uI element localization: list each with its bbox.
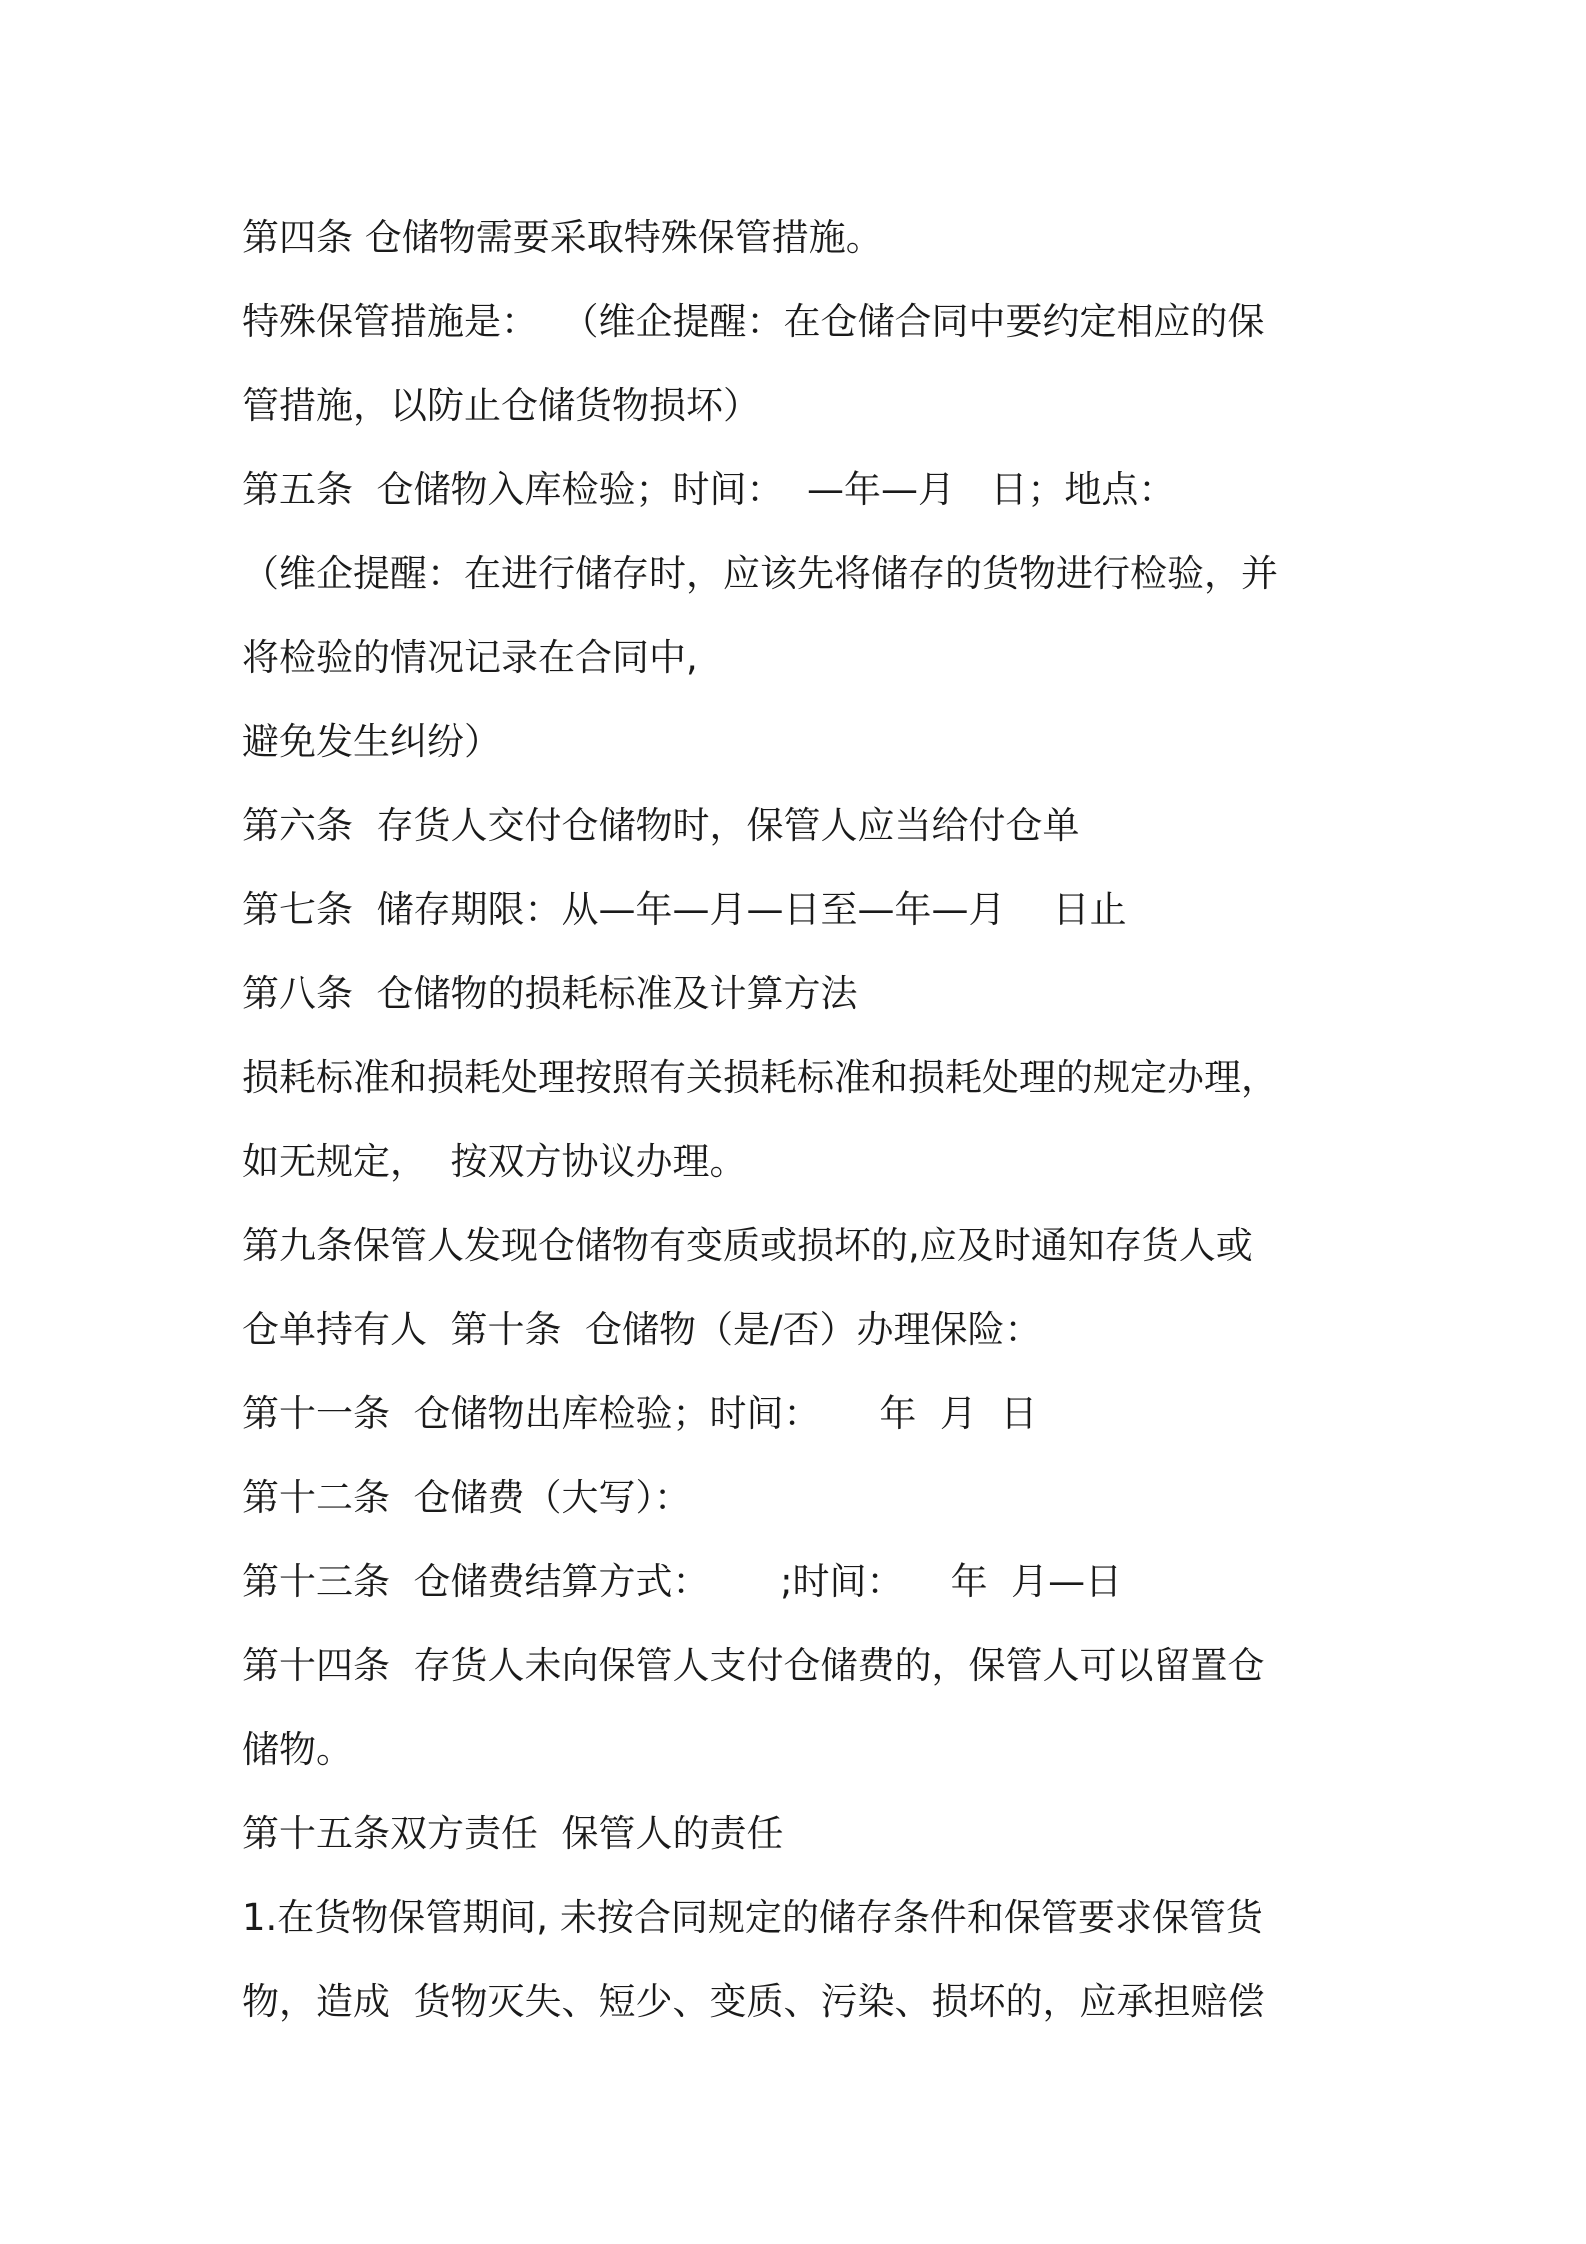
text-line: 第七条 储存期限：从—年—月—日至—年—月 日止 [242, 888, 1127, 931]
text-line: 第十二条 仓储费（大写）： [242, 1476, 692, 1519]
text-line: 第四条 仓储物需要采取特殊保管措施。 [242, 216, 883, 259]
text-line: 避免发生纠纷） [242, 720, 501, 763]
text-line: 第十一条 仓储物出库检验；时间： 年 月 日 [242, 1392, 1038, 1435]
text-line: 物，造成 货物灭失、短少、变质、污染、损坏的，应承担赔偿 [242, 1980, 1265, 2023]
text-line: 储物。 [242, 1728, 353, 1771]
text-line: 第五条 仓储物入库检验；时间： —年—月 日；地点： [242, 468, 1176, 511]
text-line: 1.在货物保管期间, 未按合同规定的储存条件和保管要求保管货 [242, 1896, 1263, 1939]
document-body [242, 196, 1372, 2044]
text-line: 第八条 仓储物的损耗标准及计算方法 [242, 972, 858, 1015]
text-line: 损耗标准和损耗处理按照有关损耗标准和损耗处理的规定办理， [242, 1056, 1278, 1099]
text-line: 第九条保管人发现仓储物有变质或损坏的,应及时通知存货人或 [242, 1224, 1253, 1267]
text-line: 特殊保管措施是： （维企提醒：在仓储合同中要约定相应的保 [242, 300, 1265, 343]
text-line: 将检验的情况记录在合同中, [242, 636, 698, 679]
text-line: 第六条 存货人交付仓储物时，保管人应当给付仓单 [242, 804, 1080, 847]
text-line: 管措施，以防止仓储货物损坏） [242, 384, 760, 427]
text-line: 仓单持有人 第十条 仓储物（是/否）办理保险： [242, 1308, 1042, 1351]
text-line: 第十四条 存货人未向保管人支付仓储费的，保管人可以留置仓 [242, 1644, 1265, 1687]
text-line: 第十五条双方责任 保管人的责任 [242, 1812, 784, 1855]
text-line: （维企提醒：在进行储存时，应该先将储存的货物进行检验，并 [242, 552, 1278, 595]
text-line: 如无规定， 按双方协议办理。 [242, 1140, 747, 1183]
text-line: 第十三条 仓储费结算方式： ;时间： 年 月—日 [242, 1560, 1123, 1603]
